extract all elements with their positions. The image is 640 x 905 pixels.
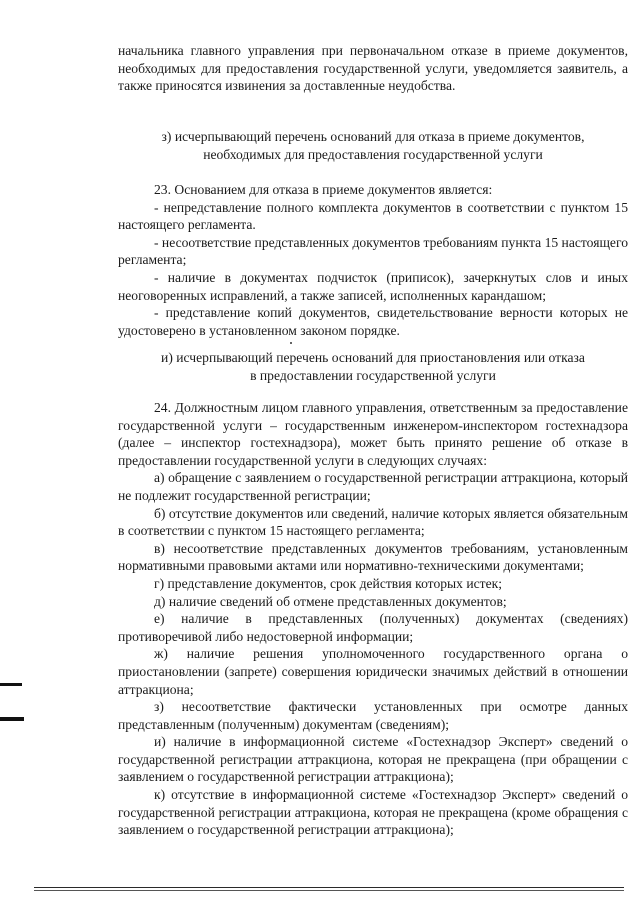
paragraph-24	[118, 399, 628, 839]
footer-rule-shadow	[34, 890, 624, 891]
paragraph-24-item-z: з) несоответствие фактически установленных при осмотре данных представленным (полученным) документам (сведениям);	[118, 699, 628, 732]
paragraph-23-item: - несоответствие представленных документов требованиям пункта 15 настоящего регламента;	[118, 234, 628, 268]
paragraph-23-item: - непредставление полного комплекта документов в соответствии с пунктом 15 настоящего регламента.	[118, 199, 628, 233]
paragraph-24-item-i: и) наличие в информационной системе «Гостехнадзор Эксперт» сведений о государственной регистрации аттракциона, которая не прекращена (при обращении с заявлением о государственной регистрации аттракциона);	[118, 734, 628, 785]
paragraph-23	[118, 181, 628, 339]
paragraph-24-item-v: в) несоответствие представленных документов требованиям, установленным нормативными правовыми актами или нормативно-техническими документами;	[118, 540, 628, 574]
section-z-title-line2: необходимых для предоставления государственной услуги	[203, 146, 543, 162]
paragraph-24-item-a: а) обращение с заявлением о государственной регистрации аттракциона, который не подлежит государственной регистрации;	[118, 470, 628, 503]
paragraph-24-item-b: б) отсутствие документов или сведений, наличие которых является обязательным в соответствии с пунктом 15 настоящего регламента;	[118, 505, 628, 539]
paragraph-23-item: - наличие в документах подчисток (приписок), зачеркнутых слов и иных неоговоренных исправлений, а также записей, исполненных карандашом;	[118, 269, 628, 303]
paragraph-24-item-k: к) отсутствие в информационной системе «Гостехнадзор Эксперт» сведений о государственной регистрации аттракциона, которая не прекращена (кроме обращения с заявлением о государственной регистрации аттракциона);	[118, 787, 628, 838]
paragraph-24-item-g: г) представление документов, срок действия которых истек;	[154, 575, 503, 591]
scan-margin-mark-bottom	[0, 717, 24, 721]
paragraph-24-item-d: д) наличие сведений об отмене представленных документов;	[154, 593, 507, 609]
section-z-heading	[118, 128, 628, 163]
section-i-heading	[118, 349, 628, 384]
paragraph-24-lead: 24. Должностным лицом главного управления, ответственным за предоставление государственной услуги – государственным инженером-инспектором гостехнадзора (далее – инспектор гостехнадзора), может быть принято решение об отказе в предоставлении государственной услуги в следующих случаях:	[118, 400, 628, 468]
paragraph-23-lead: 23. Основанием для отказа в приеме документов является:	[154, 182, 493, 197]
paragraph-23-item: - представление копий документов, свидетельствование верности которых не удостоверено в установленном законом порядке.	[118, 305, 628, 338]
scan-speck	[290, 342, 292, 344]
paragraph-24-item-zh: ж) наличие решения уполномоченного государственного органа о приостановлении (запрете) совершения юридически значимых действий в отношении аттракциона;	[118, 646, 628, 697]
scan-margin-mark-top	[0, 683, 22, 686]
section-z-title-line1: з) исчерпывающий перечень оснований для отказа в приеме документов,	[161, 129, 585, 144]
intro-paragraph: начальника главного управления при первоначальном отказе в приеме документов, необходимых для предоставления государственной услуги, уведомляется заявитель, а также приносятся извинения за доставленные неудобства.	[118, 43, 628, 94]
paragraph-24-item-e: е) наличие в представленных (полученных) документах (сведениях) противоречивой либо недостоверной информации;	[118, 611, 628, 644]
section-i-title-line1: и) исчерпывающий перечень оснований для приостановления или отказа	[161, 350, 585, 365]
section-i-title-line2: в предоставлении государственной услуги	[250, 367, 496, 383]
footer-rule	[34, 887, 624, 888]
